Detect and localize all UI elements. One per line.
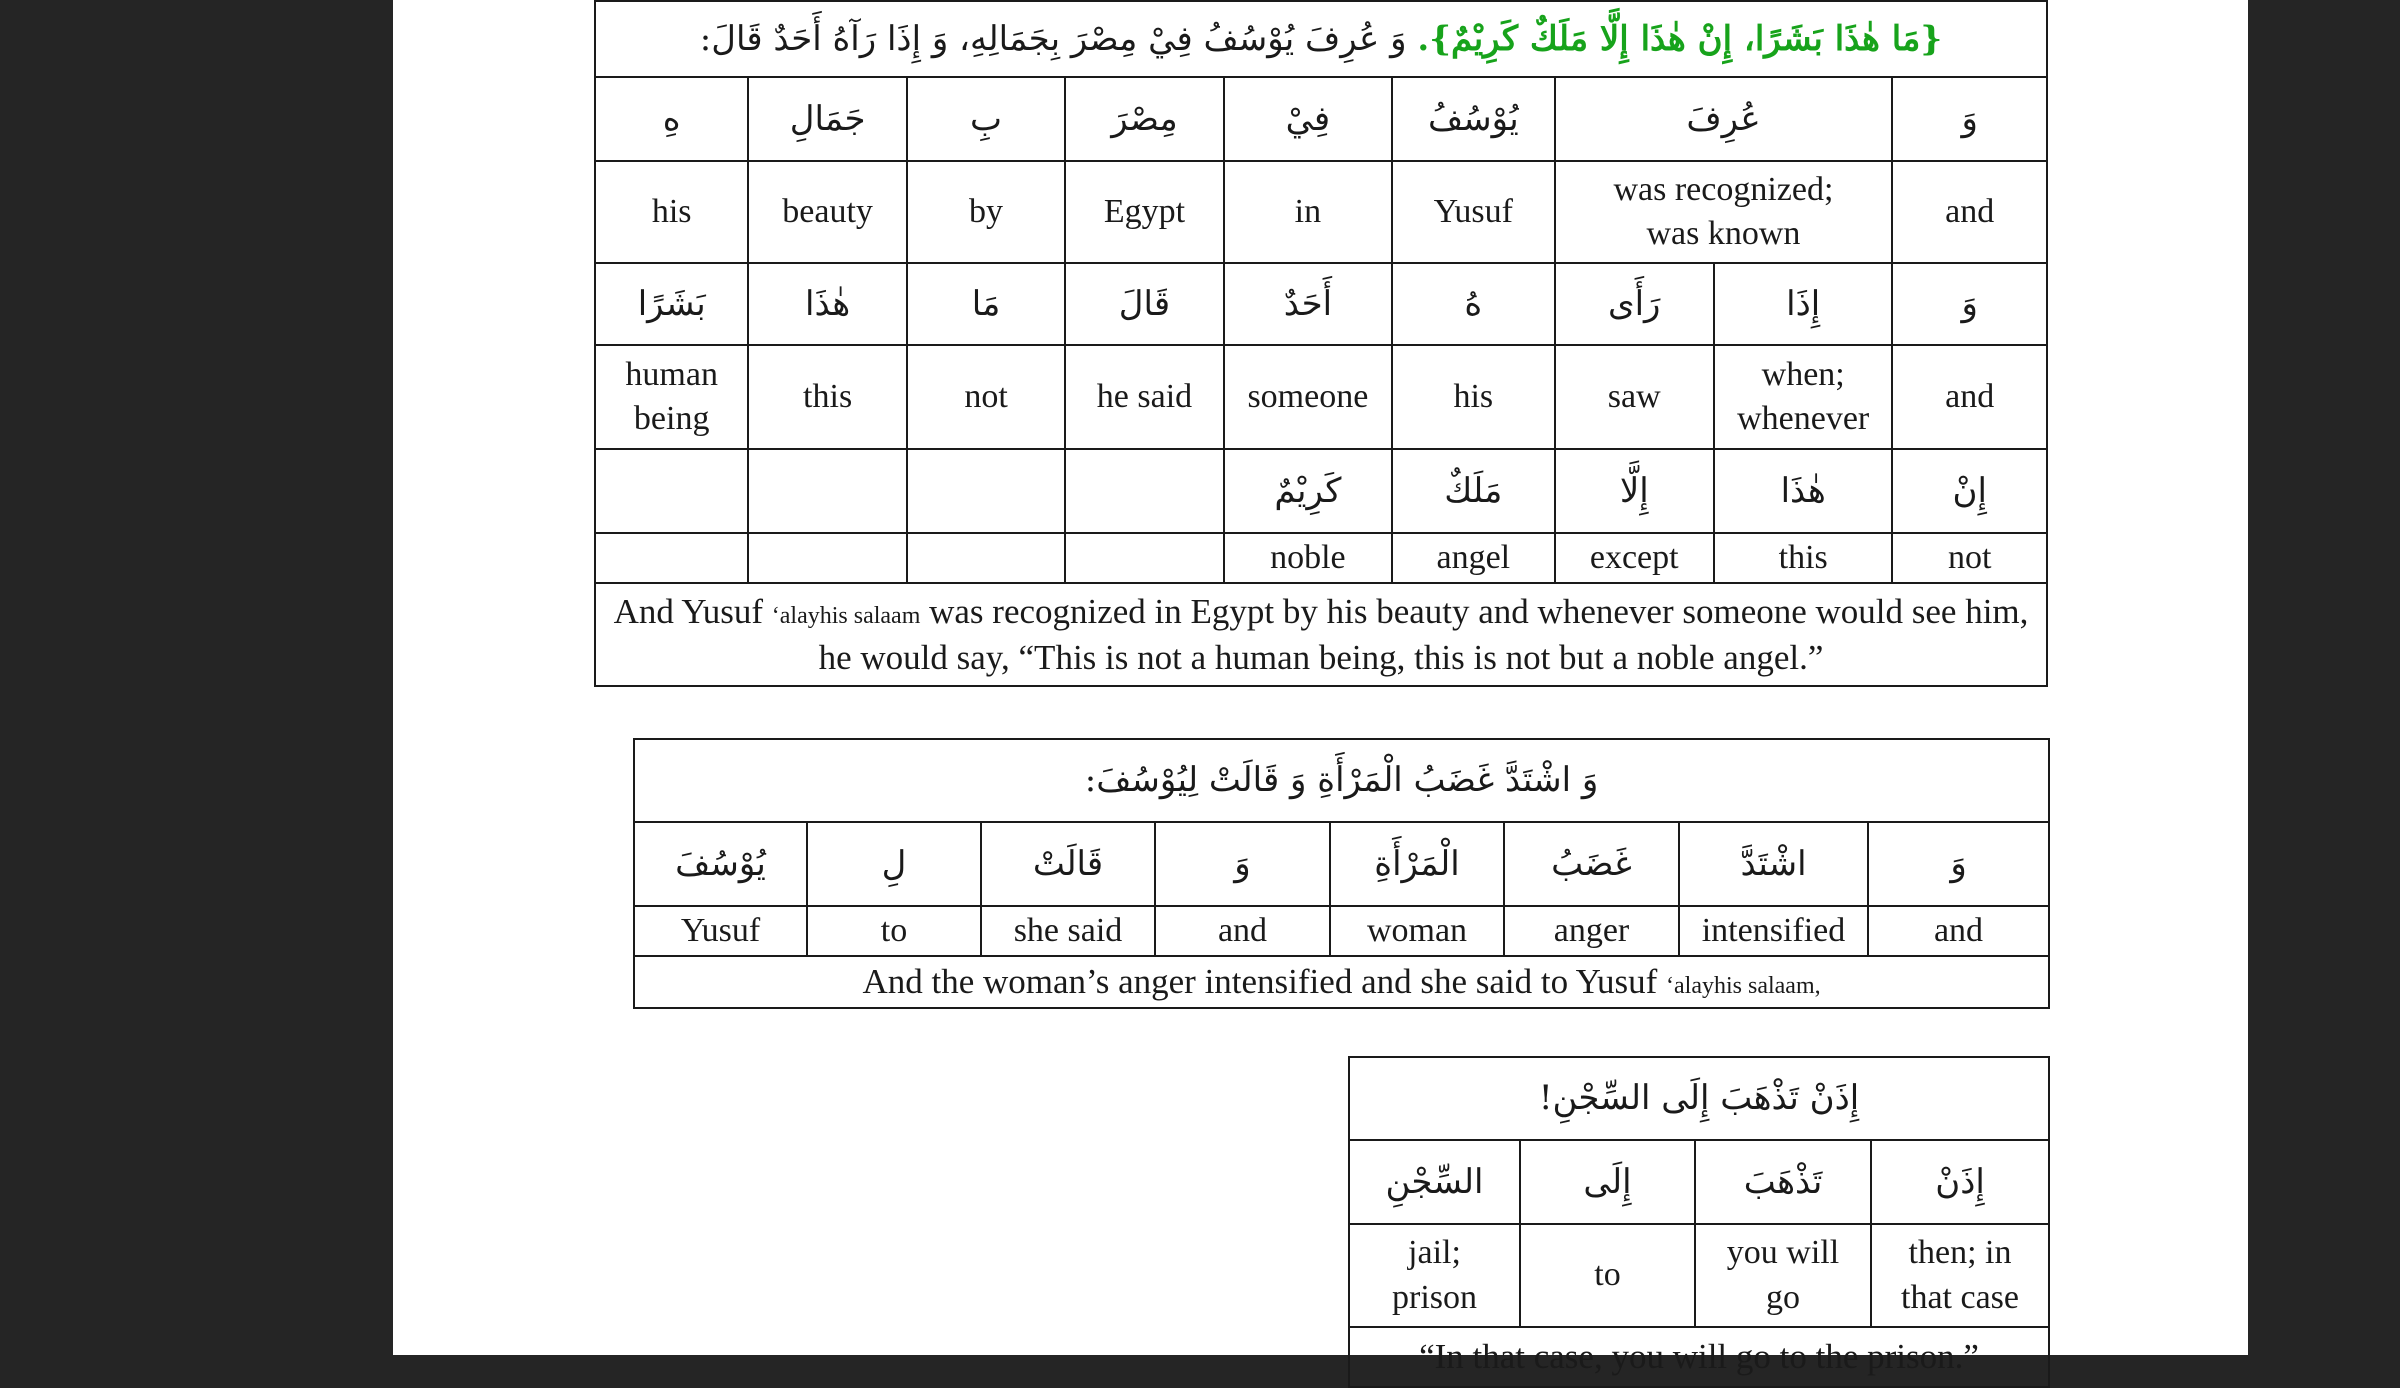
arabic-word: إِذَا — [1714, 263, 1892, 345]
arabic-word: بَشَرًا — [595, 263, 748, 345]
honorific: ‘alayhis salaam — [771, 603, 921, 629]
translation — [595, 583, 2047, 686]
empty-cell — [1065, 449, 1223, 533]
arabic-word: يُوْسُفَ — [634, 822, 807, 906]
english-gloss: not — [907, 345, 1065, 449]
english-gloss: to — [1520, 1224, 1695, 1327]
translation-text: And the woman’s anger intensified and she said to Yusuf — [862, 962, 1666, 1002]
honorific: ‘alayhis salaam, — [1666, 973, 1821, 1000]
arabic-word: يُوْسُفُ — [1392, 77, 1554, 161]
arabic-word: وَ — [1155, 822, 1330, 906]
arabic-word: اشْتَدَّ — [1679, 822, 1868, 906]
empty-cell — [907, 449, 1065, 533]
arabic-word: هُ — [1392, 263, 1554, 345]
vocab-table-3 — [1348, 1056, 2050, 1388]
empty-cell — [748, 449, 906, 533]
english-gloss: and — [1868, 906, 2049, 956]
arabic-word: مِصْرَ — [1065, 77, 1223, 161]
english-gloss: he said — [1065, 345, 1223, 449]
translation — [634, 956, 2049, 1008]
english-gloss: this — [1714, 533, 1892, 583]
english-gloss: beauty — [748, 161, 906, 263]
arabic-word: إِنْ — [1892, 449, 2047, 533]
english-gloss: and — [1892, 161, 2047, 263]
arabic-word: جَمَالِ — [748, 77, 906, 161]
english-gloss: his — [1392, 345, 1554, 449]
english-gloss: saw — [1555, 345, 1714, 449]
empty-cell — [595, 449, 748, 533]
vocab-table-1 — [594, 0, 2048, 687]
english-gloss: angel — [1392, 533, 1554, 583]
arabic-word: غَضَبُ — [1504, 822, 1679, 906]
arabic-word: كَرِيْمٌ — [1224, 449, 1392, 533]
arabic-word: إِلَى — [1520, 1140, 1695, 1224]
arabic-word: وَ — [1892, 77, 2047, 161]
english-gloss: human being — [595, 345, 748, 449]
sentence-heading — [595, 1, 2047, 77]
arabic-word: فِيْ — [1224, 77, 1392, 161]
english-gloss: noble — [1224, 533, 1392, 583]
english-gloss: Egypt — [1065, 161, 1223, 263]
arabic-word: هٰذَا — [1714, 449, 1892, 533]
english-gloss: and — [1155, 906, 1330, 956]
translation: “In that case, you will go to the prison.” — [1349, 1327, 2049, 1387]
translation-text: was recognized in Egypt by his beauty and whenever someone would see him, he would say, “This is not a human being, this is not but a noble angel.” — [818, 592, 2029, 677]
english-gloss: woman — [1330, 906, 1504, 956]
english-gloss: she said — [981, 906, 1155, 956]
english-gloss: when; whenever — [1714, 345, 1892, 449]
arabic-word: هٰذَا — [748, 263, 906, 345]
arabic-word: رَأَى — [1555, 263, 1714, 345]
empty-cell — [748, 533, 906, 583]
arabic-word: بِ — [907, 77, 1065, 161]
english-gloss: then; in that case — [1871, 1224, 2049, 1327]
sentence-heading: إِذَنْ تَذْهَبَ إِلَى السِّجْنِ! — [1349, 1057, 2049, 1140]
translation-text: And Yusuf — [613, 592, 772, 631]
empty-cell — [595, 533, 748, 583]
english-gloss: Yusuf — [634, 906, 807, 956]
english-gloss: intensified — [1679, 906, 1868, 956]
english-gloss: by — [907, 161, 1065, 263]
heading-plain: وَ عُرِفَ يُوْسُفُ فِيْ مِصْرَ بِجَمَالِهِ، وَ إِذَا رَآهُ أَحَدٌ قَالَ: — [699, 18, 1407, 59]
arabic-word: الْمَرْأَةِ — [1330, 822, 1504, 906]
quran-quote: {مَا هٰذَا بَشَرًا، إِنْ هٰذَا إِلَّا مَلَكٌ كَرِيْمٌ}. — [1417, 18, 1943, 59]
english-gloss: not — [1892, 533, 2047, 583]
arabic-word: إِذَنْ — [1871, 1140, 2049, 1224]
arabic-word: هِ — [595, 77, 748, 161]
arabic-word: إِلَّا — [1555, 449, 1714, 533]
english-gloss: you will go — [1695, 1224, 1871, 1327]
english-gloss: except — [1555, 533, 1714, 583]
arabic-word: وَ — [1892, 263, 2047, 345]
arabic-word: وَ — [1868, 822, 2049, 906]
english-gloss: Yusuf — [1392, 161, 1554, 263]
sentence-heading: وَ اشْتَدَّ غَضَبُ الْمَرْأَةِ وَ قَالَتْ لِيُوْسُفَ: — [634, 739, 2049, 822]
arabic-word: السِّجْنِ — [1349, 1140, 1520, 1224]
empty-cell — [907, 533, 1065, 583]
english-gloss: jail; prison — [1349, 1224, 1520, 1327]
arabic-word: قَالَ — [1065, 263, 1223, 345]
english-gloss: someone — [1224, 345, 1392, 449]
document-page — [393, 0, 2248, 1377]
english-gloss: to — [807, 906, 981, 956]
english-gloss: in — [1224, 161, 1392, 263]
english-gloss: his — [595, 161, 748, 263]
arabic-word: لِ — [807, 822, 981, 906]
english-gloss: was recognized; was known — [1555, 161, 1893, 263]
arabic-word: مَلَكٌ — [1392, 449, 1554, 533]
english-gloss: this — [748, 345, 906, 449]
arabic-word: مَا — [907, 263, 1065, 345]
empty-cell — [1065, 533, 1223, 583]
english-gloss: anger — [1504, 906, 1679, 956]
arabic-word: قَالَتْ — [981, 822, 1155, 906]
english-gloss: and — [1892, 345, 2047, 449]
arabic-word: تَذْهَبَ — [1695, 1140, 1871, 1224]
arabic-word: أَحَدٌ — [1224, 263, 1392, 345]
vocab-table-2 — [633, 738, 2050, 1009]
arabic-word: عُرِفَ — [1555, 77, 1893, 161]
